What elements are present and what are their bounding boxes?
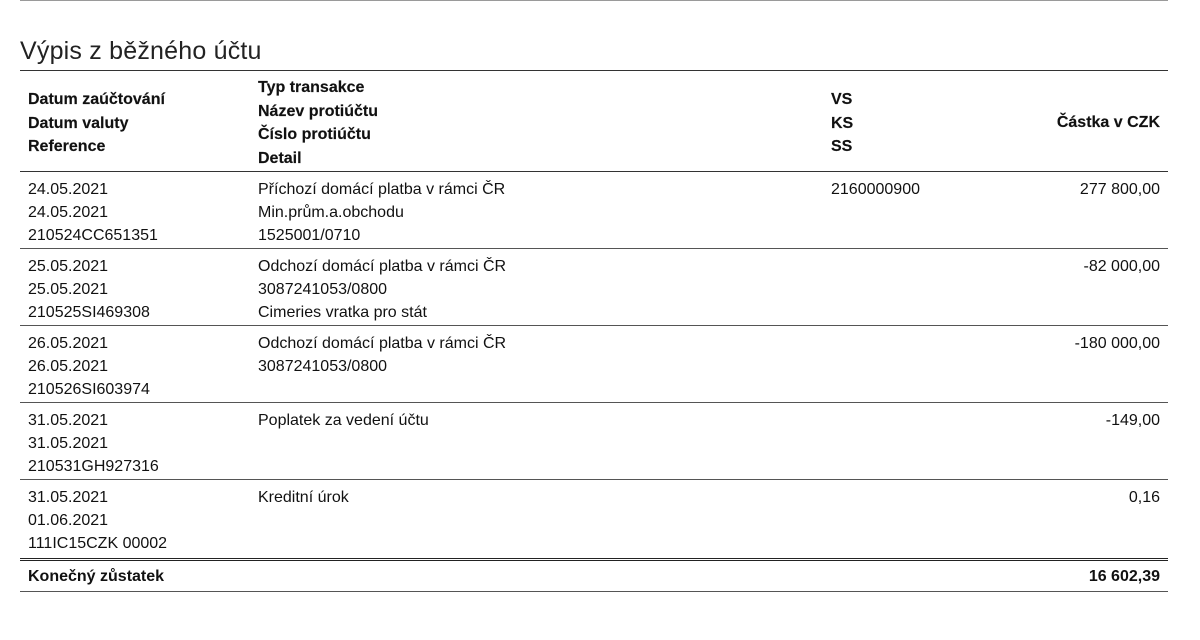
row-details [258,486,349,509]
header-ks: KS [831,114,854,132]
reference: 210524CC651351 [28,227,158,244]
counterparty-account: 1525001/0710 [258,227,361,244]
row-details [258,332,506,378]
page-title: Výpis z běžného účtu [20,36,262,65]
row-dates [28,409,159,478]
header-amount: Částka v CZK [1056,114,1160,131]
reference: 210526SI603974 [28,381,150,398]
value-date: 25.05.2021 [28,281,109,298]
row-details [258,409,429,432]
closing-balance-label: Konečný zůstatek [28,568,165,585]
header-details [258,76,378,170]
posting-date: 26.05.2021 [28,335,109,352]
value-date: 31.05.2021 [28,435,109,452]
header-value-date: Datum valuty [28,114,129,132]
header-counterparty-name: Název protiúčtu [258,102,379,120]
header-ss: SS [831,138,853,155]
posting-date: 24.05.2021 [28,181,109,198]
header-symbols [831,88,853,159]
row-details [258,255,506,324]
posting-date: 31.05.2021 [28,412,109,429]
transaction-type: Odchozí domácí platba v rámci ČR [258,335,507,352]
posting-date: 25.05.2021 [28,258,109,275]
variable-symbol: 2160000900 [831,181,920,198]
counterparty-name: Min.prům.a.obchodu [258,204,404,221]
reference: 111IC15CZK 00002 [28,535,168,552]
row-dates [28,486,167,555]
table-row [20,403,1168,480]
counterparty-account: 3087241053/0800 [258,281,388,298]
top-divider [20,0,1168,1]
transaction-type: Poplatek za vedení účtu [258,412,429,429]
transaction-type: Kreditní úrok [258,489,349,506]
value-date: 26.05.2021 [28,358,109,375]
row-symbols [831,178,920,201]
transaction-type: Příchozí domácí platba v rámci ČR [258,181,506,198]
header-detail: Detail [258,149,302,167]
row-details [258,178,505,247]
table-row [20,172,1168,249]
header-posting-date: Datum zaúčtování [28,91,165,108]
header-transaction-type: Typ transakce [258,79,365,96]
amount: -82 000,00 [1083,258,1160,275]
reference: 210525SI469308 [28,304,150,321]
statement-table [20,70,1168,592]
table-row [20,326,1168,403]
row-dates [28,255,150,324]
header-vs: VS [831,91,853,108]
transaction-detail: Cimeries vratka pro stát [258,304,427,321]
amount: -180 000,00 [1074,335,1160,352]
header-reference: Reference [28,138,106,155]
table-header [20,70,1168,172]
counterparty-account: 3087241053/0800 [258,358,388,375]
value-date: 01.06.2021 [28,512,109,529]
row-dates [28,332,150,401]
row-dates [28,178,158,247]
reference: 210531GH927316 [28,458,159,475]
posting-date: 31.05.2021 [28,489,109,506]
value-date: 24.05.2021 [28,204,109,221]
header-dates [28,88,165,159]
header-counterparty-account: Číslo protiúčtu [258,126,371,143]
amount: 0,16 [1128,489,1160,506]
table-row [20,480,1168,561]
closing-balance-value: 16 602,39 [1088,568,1160,585]
amount: 277 800,00 [1079,181,1160,198]
closing-balance-row [20,561,1168,592]
transaction-type: Odchozí domácí platba v rámci ČR [258,258,507,275]
table-row [20,249,1168,326]
amount: -149,00 [1105,412,1160,429]
